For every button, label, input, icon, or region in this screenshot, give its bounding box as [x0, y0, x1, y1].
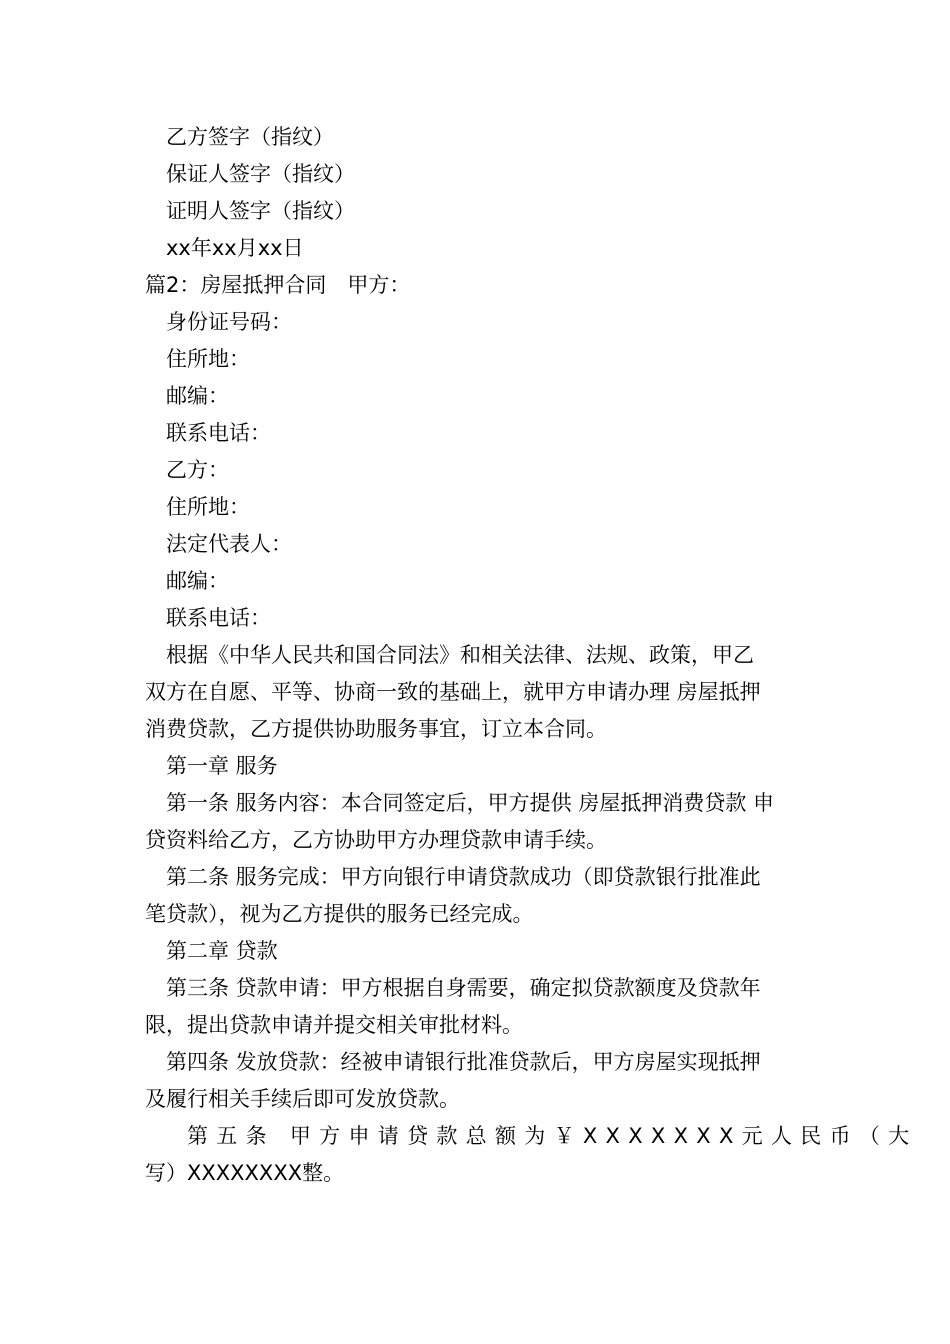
- party-b-phone: 联系电话：: [166, 606, 271, 630]
- article-line: 写）XXXXXXXX整。: [145, 1161, 345, 1185]
- article-line: 及履行相关手续后即可发放贷款。: [145, 1087, 460, 1111]
- signature-date: xx年xx月xx日: [166, 236, 304, 260]
- article-line: 限，提出贷款申请并提交相关审批材料。: [145, 1013, 523, 1037]
- witness-signature: 证明人签字（指纹）: [166, 199, 355, 223]
- article-3: [145, 970, 807, 1044]
- preamble-paragraph: [145, 637, 807, 748]
- party-a-address: 住所地：: [166, 347, 250, 371]
- section-heading: 篇2：房屋抵押合同 甲方：: [145, 273, 411, 297]
- article-5: [145, 1118, 918, 1192]
- article-line: 第三条 贷款申请：甲方根据自身需要，确定拟贷款额度及贷款年: [166, 976, 761, 1000]
- preamble-line: 根据《中华人民共和国合同法》和相关法律、法规、政策，甲乙: [166, 643, 754, 667]
- article-line: 第一条 服务内容：本合同签定后，甲方提供 房屋抵押消费贷款 申: [166, 791, 775, 815]
- article-line: 贷资料给乙方，乙方协助甲方办理贷款申请手续。: [145, 828, 607, 852]
- article-line: 第四条 发放贷款：经被申请银行批准贷款后，甲方房屋实现抵押: [166, 1050, 761, 1074]
- party-b-label: 乙方：: [166, 458, 229, 482]
- party-b-signature: 乙方签字（指纹）: [166, 125, 334, 149]
- article-4: [145, 1044, 807, 1118]
- article-line: 第五条 甲方申请贷款总额为￥XXXXXXX元人民币（大: [187, 1124, 918, 1148]
- party-a-postcode: 邮编：: [166, 384, 229, 408]
- guarantor-signature: 保证人签字（指纹）: [166, 162, 355, 186]
- preamble-line: 消费贷款，乙方提供协助服务事宜，订立本合同。: [145, 717, 607, 741]
- preamble-line: 双方在自愿、平等、协商一致的基础上，就甲方申请办理 房屋抵押: [145, 680, 761, 704]
- party-b-legal-rep: 法定代表人：: [166, 532, 292, 556]
- article-line: 笔贷款），视为乙方提供的服务已经完成。: [145, 902, 534, 926]
- chapter-1-title: 第一章 服务: [166, 754, 278, 778]
- document-body: [145, 119, 918, 1192]
- party-b-address: 住所地：: [166, 495, 250, 519]
- chapter-2-title: 第二章 贷款: [166, 939, 278, 963]
- article-2: [145, 859, 807, 933]
- article-line: 第二条 服务完成：甲方向银行申请贷款成功（即贷款银行批准此: [166, 865, 761, 889]
- party-a-id-number: 身份证号码：: [166, 310, 292, 334]
- party-b-postcode: 邮编：: [166, 569, 229, 593]
- party-a-phone: 联系电话：: [166, 421, 271, 445]
- article-1: [145, 785, 807, 859]
